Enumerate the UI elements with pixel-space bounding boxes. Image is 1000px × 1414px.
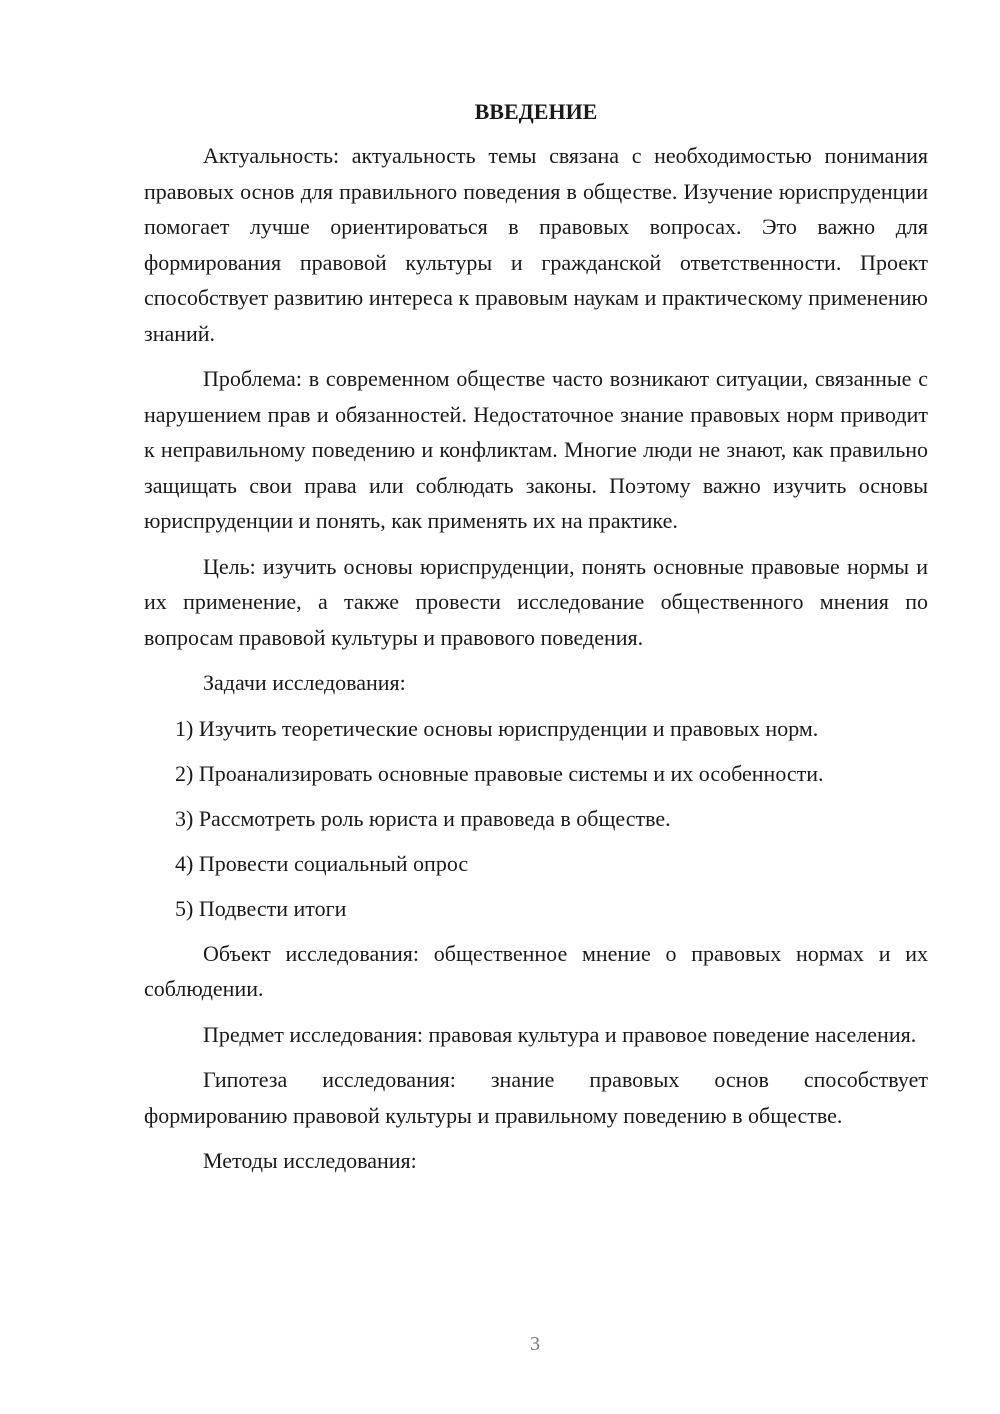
paragraph-goal: Цель: изучить основы юриспруденции, понять основные правовые нормы и их применение, а также провести исследование общественного мнения по вопросам правовой культуры и правового поведения. [144,553,928,650]
task-item: 1) Изучить теоретические основы юриспруденции и правовых норм. [175,715,819,741]
task-item: 5) Подвести итоги [175,895,347,921]
task-item: 2) Проанализировать основные правовые системы и их особенности. [175,760,824,786]
page-number: 3 [530,1333,540,1355]
task-item: 4) Провести социальный опрос [175,850,469,876]
paragraph-object: Объект исследования: общественное мнение о правовых нормах и их соблюдении. [144,940,928,1001]
tasks-label: Задачи исследования: [203,670,406,695]
section-heading: ВВЕДЕНИЕ [474,99,598,124]
paragraph-problem: Проблема: в современном обществе часто возникают ситуации, связанные с нарушением прав и обязанностей. Недостаточное знание правовых норм приводит к неправильному поведению и конфликтам. Многие люди не знают, как правильно защищать свои права или соблюдать законы. Поэтому важно изучить основы юриспруденции и понять, как применять их на практике. [144,366,928,533]
methods-label: Методы исследования: [203,1148,417,1173]
task-item: 3) Рассмотреть роль юриста и правоведа в обществе. [175,805,671,831]
paragraph-hypothesis: Гипотеза исследования: знание правовых основ способствует формированию правовой культуры и правильному поведению в обществе. [144,1067,928,1128]
paragraph-relevance: Актуальность: актуальность темы связана с необходимостью понимания правовых основ для правильного поведения в обществе. Изучение юриспруденции помогает лучше ориентироваться в правовых вопросах. Это важно для формирования правовой культуры и гражданской ответственности. Проект способствует развитию интереса к правовым наукам и практическому применению знаний. [144,143,928,346]
paragraph-subject: Предмет исследования: правовая культура и правовое поведение населения. [203,1021,917,1047]
page-content [144,96,928,1189]
